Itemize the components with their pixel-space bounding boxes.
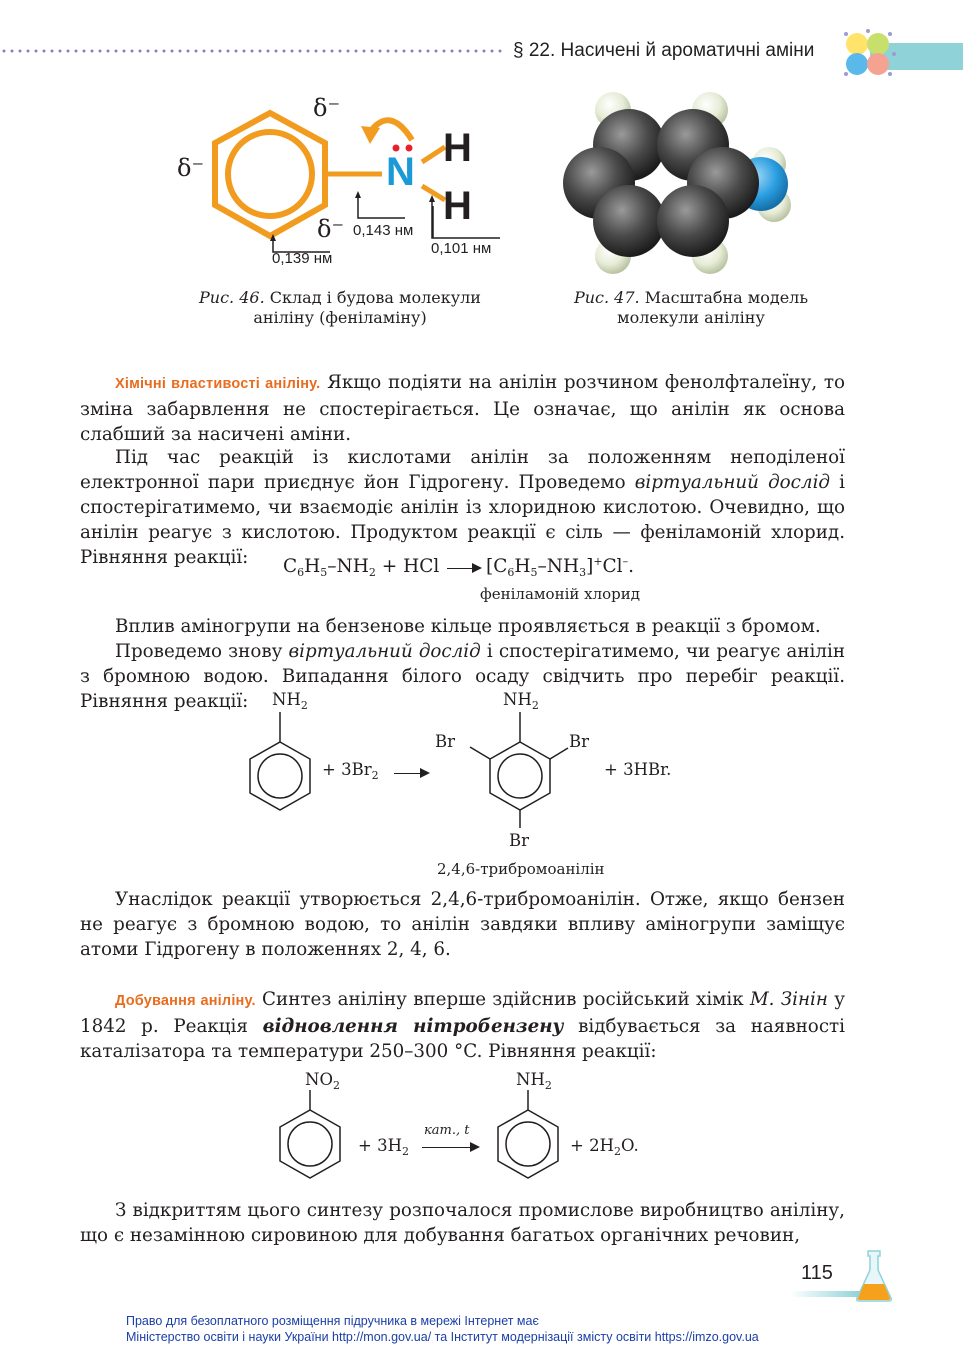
equation-aniline-hcl: $C_6H_5-NH_2$ + HCl: [283, 556, 440, 579]
paragraph-properties-4: Проведемо знову віртуальний дослід і спостерігатимемо, чи реагує анілін з бромною водою. Випадання білого осаду свідчить про перебіг реакції. Рівняння реакції:: [80, 641, 846, 712]
bond-length-nh: 0,101 нм: [431, 240, 492, 257]
delta-bottom-label: δ⁻: [317, 215, 345, 243]
page-number: 115: [801, 1262, 833, 1284]
product-nh2: $NH_2$: [503, 690, 539, 712]
footer-line-2: Міністерство освіти і науки України http://mon.gov.ua/ та Інститут модернізації змісту освіти https://imzo.gov.ua: [126, 1330, 759, 1344]
water-product: + $2H_2O$.: [570, 1136, 639, 1158]
molecule-logo-icon: [842, 28, 900, 80]
bond-length-cn: 0,143 нм: [353, 222, 414, 239]
equation-product: $[C_6H_5-NH_3]^+Cl^-$.: [486, 555, 634, 579]
tribromoaniline-name: 2,4,6-трибромоанілін: [437, 860, 605, 878]
nitrobenzene-ring: [280, 1110, 340, 1178]
hydrogen-atom-1: H: [443, 126, 472, 170]
aniline-space-filling-model: [563, 88, 803, 278]
amino-group: $NH_2$: [516, 1070, 552, 1092]
paragraph-properties-1: Хімічні властивості аніліну. Якщо подіяти на анілін розчином фенолфталеїну, то зміна забарвлення не спостерігається. Це означає, що анілін як основа слабший за насичені аміни.: [80, 372, 845, 445]
reaction-arrow-2: [394, 773, 428, 774]
paragraph-preparation-2: З відкриттям цього синтезу розпочалося промислове виробництво аніліну, що є незамінною сировиною для добування багатьох органічних речовин,: [80, 1200, 845, 1246]
hydrogen-reagent: + $3H_2$: [358, 1136, 409, 1158]
reaction-arrow-3: [422, 1147, 478, 1148]
bond-length-ring: 0,139 нм: [272, 250, 333, 267]
product-name-label: феніламоній хлорид: [480, 585, 640, 603]
reduction-scheme: [270, 1085, 570, 1195]
delta-left-label: δ⁻: [177, 154, 205, 182]
page-number-bar: [790, 1291, 860, 1297]
figure-46-caption: Рис. 46. Склад і будова молекули аніліну (феніламіну): [199, 288, 481, 327]
bromine-reagent: + $3Br_2$: [322, 760, 379, 782]
paragraph-properties-3: Вплив аміногрупи на бензенове кільце проявляється в реакції з бромом.: [115, 616, 821, 637]
hydrogen-atom-2: H: [443, 184, 472, 228]
figure-46-number: Рис. 46.: [199, 288, 265, 307]
header-dotted-rule: [0, 48, 505, 54]
reaction-arrow-1: [447, 568, 480, 569]
heading-preparation: Добування аніліну.: [115, 993, 256, 1009]
br-position-6: Br: [569, 732, 590, 751]
figure-47-number: Рис. 47.: [573, 288, 640, 307]
paragraph-properties-5: Унаслідок реакції утворюється 2,4,6-трибромоанілін. Отже, якщо бензен не реагує з бромною водою, то анілін завдяки впливу аміногрупи заміщує атоми Гідрогену в положеннях 2, 4, 6.: [80, 889, 845, 960]
hbr-product: + 3HBr.: [604, 760, 672, 779]
paragraph-preparation-1: Добування аніліну. Синтез аніліну вперше здійснив російський хімік М. Зінін у 1842 р. Реакція відновлення нітробензену відбувається за наявності каталізатора та температури 250–300 °C. Рівняння реакції:: [80, 989, 846, 1062]
section-title: § 22. Насичені й ароматичні аміни: [513, 40, 815, 61]
footer-line-1: Право для безоплатного розміщення підручника в мережі Інтернет має: [126, 1314, 539, 1328]
aniline-ring: [250, 742, 310, 810]
paragraph-properties-2: Під час реакцій із кислотами анілін за положенням неподіленої електронної пари приєднує йон Гідрогену. Проведемо віртуальний дослід і спостерігатимемо, чи взаємодіє анілін із хлоридною кислотою. Очевидно, що анілін реагує з кислотою. Продуктом реакції є сіль — феніламоній хлорид. Рівняння реакції:: [80, 447, 845, 568]
nitrogen-atom: N: [386, 150, 415, 194]
figure-47-caption: Рис. 47. Масштабна модель молекули аніліну: [573, 288, 809, 327]
br-position-4: Br: [509, 831, 530, 850]
br-position-2: Br: [435, 732, 456, 751]
heading-chemical-properties: Хімічні властивості аніліну.: [115, 376, 321, 392]
aniline-nh2: $NH_2$: [272, 690, 308, 712]
flask-icon: [853, 1248, 895, 1304]
nitro-group: $NO_2$: [305, 1070, 340, 1092]
aniline-product-ring: [498, 1110, 558, 1178]
reaction-conditions: кат., t: [424, 1123, 470, 1138]
tribromoaniline-ring: [490, 742, 550, 810]
delta-top-label: δ⁻: [313, 94, 341, 122]
bromination-scheme: [240, 700, 620, 850]
